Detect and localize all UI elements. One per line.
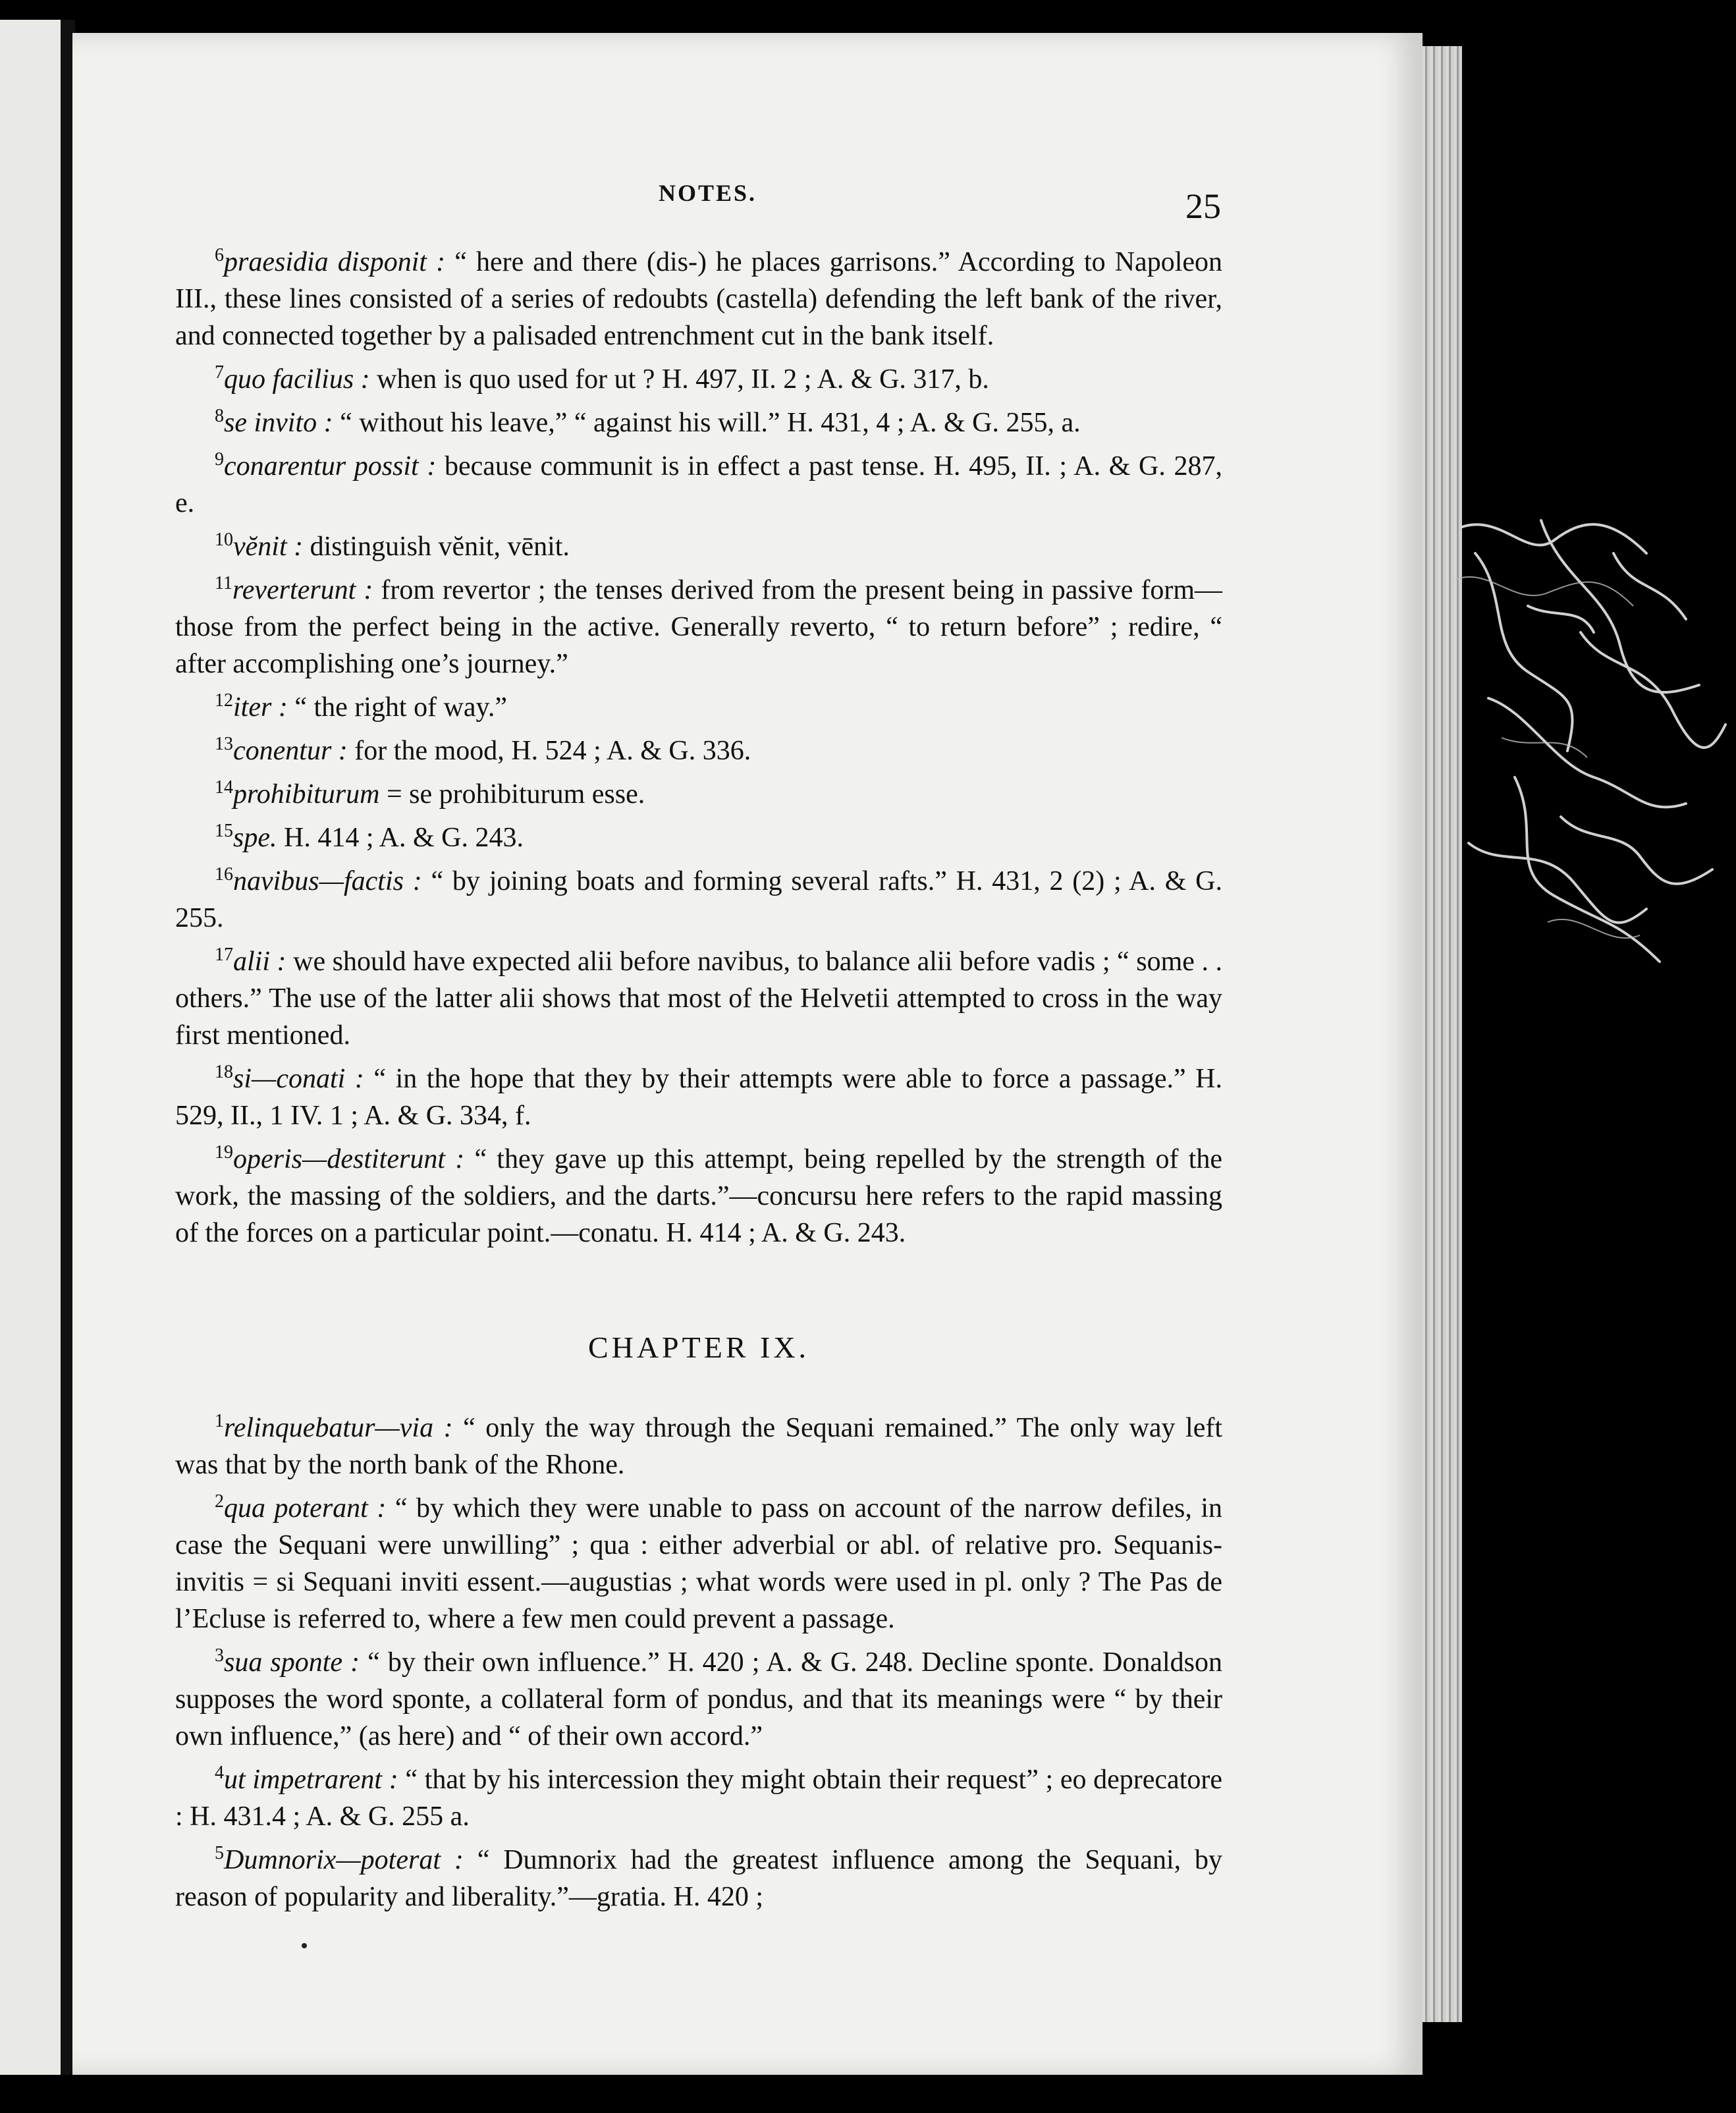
note-number: 9 (215, 449, 224, 470)
note-text: = se prohibiturum esse. (379, 779, 645, 810)
note-lemma: praesidia disponit : (224, 247, 446, 277)
note-text: “ only the way through the Sequani remained.” The only way left was that by the north bank of the Rhone. (175, 1413, 1223, 1480)
note (175, 448, 1222, 522)
note-text: “ by joining boats and forming several rafts.” H. 431, 2 (2) ; A. & G. 255. (175, 866, 1222, 933)
note (175, 1490, 1222, 1637)
note-lemma: vĕnit : (233, 532, 304, 562)
note-lemma: prohibiturum (233, 779, 380, 810)
note-number: 19 (215, 1142, 233, 1163)
note-lemma: alii : (233, 947, 286, 977)
note-number: 7 (215, 362, 224, 383)
note-lemma: conarentur possit : (224, 451, 437, 481)
note-lemma: spe. (233, 823, 277, 853)
note-lemma: sua sponte : (224, 1647, 360, 1678)
note-text: for the mood, H. 524 ; A. & G. 336. (347, 736, 751, 766)
note-text: “ the right of way.” (287, 692, 507, 723)
note-lemma: se invito : (224, 408, 333, 438)
chapter-heading: CHAPTER IX. (587, 1331, 810, 1364)
note-lemma: si—conati : (233, 1064, 364, 1094)
note-number: 13 (215, 734, 233, 754)
note (175, 776, 1222, 813)
note-number: 10 (215, 530, 233, 550)
page-number: 25 (1185, 186, 1221, 226)
note (175, 732, 1222, 769)
note-lemma: ut impetrarent : (224, 1765, 398, 1795)
notes-body (175, 244, 1222, 1922)
note (175, 863, 1222, 937)
note-lemma: operis—destiterunt : (233, 1144, 465, 1174)
note-text: “ by which they were unable to pass on account of the narrow defiles, in case the Sequani were unwilling” ; qua : either adverbial or abl. of relative pro. Sequanis-invitis = si Sequani inviti essent.—augustias ; what words were used in pl. only ? The Pas de l’Ecluse is referred to, where a few men could prevent a passage. (175, 1493, 1223, 1634)
ink-speck (302, 1943, 307, 1948)
note-number: 3 (215, 1645, 224, 1666)
chapter-9-notes (175, 1410, 1222, 1915)
note-lemma: reverterunt : (232, 575, 373, 605)
note-number: 8 (215, 406, 224, 426)
note (175, 1060, 1222, 1134)
note-text: “ here and there (dis-) he places garrisons.” According to Napoleon III., these lines consisted of a series of redoubts (castella) defending the left bank of the river, and connected together by a palisaded entrenchment cut in the bank itself. (175, 247, 1222, 351)
note-number: 5 (215, 1843, 224, 1863)
note-number: 4 (215, 1763, 224, 1783)
note (175, 819, 1222, 856)
note-lemma: conentur : (233, 736, 348, 766)
note-lemma: relinquebatur—via : (224, 1413, 453, 1443)
note-text: “ they gave up this attempt, being repelled by the strength of the work, the massing of the soldiers, and the darts.”—concursu here refers to the rapid massing of the forces on a particular point.—conatu. H. 414 ; A. & G. 243. (175, 1144, 1223, 1248)
note (175, 1842, 1222, 1915)
note (175, 943, 1222, 1054)
note-number: 16 (215, 864, 233, 885)
page-edges (1423, 46, 1462, 2022)
note-text: “ that by his intercession they might obtain their request” ; eo deprecatore : H. 431.4 ; A. & G. 255 a. (175, 1765, 1222, 1832)
note (175, 528, 1222, 565)
note-number: 11 (215, 573, 232, 593)
note-text: because communit is in effect a past tense. H. 495, II. ; A. & G. 287, e. (175, 451, 1222, 518)
note (175, 572, 1222, 682)
note-number: 1 (215, 1411, 224, 1431)
note-text: we should have expected alii before navibus, to balance alii before vadis ; “ some . . others.” The use of the latter alii shows that most of the Helvetii attempted to cross in the way first mentioned. (175, 947, 1223, 1051)
note-text: H. 414 ; A. & G. 243. (277, 823, 524, 853)
running-head: NOTES. (659, 180, 757, 206)
note-lemma: iter : (233, 692, 288, 723)
note (175, 1761, 1222, 1835)
note-number: 2 (215, 1491, 224, 1512)
note (175, 244, 1222, 354)
note-lemma: quo facilius : (224, 364, 370, 395)
facing-page-edge (0, 20, 65, 2075)
note (175, 1644, 1222, 1755)
note-lemma: qua poterant : (224, 1493, 387, 1523)
note-text: “ without his leave,” “ against his will.” H. 431, 4 ; A. & G. 255, a. (333, 408, 1081, 438)
note-text: from revertor ; the tenses derived from the present being in passive form—those from the perfect being in the active. Generally reverto, “ to return before” ; redire, “ after accomplishing one’s journey.” (175, 575, 1222, 679)
note (175, 404, 1222, 441)
note-lemma: Dumnorix—poterat : (224, 1845, 464, 1875)
note-text: “ by their own influence.” H. 420 ; A. & G. 248. Decline sponte. Donaldson supposes the word sponte, a collateral form of pondus, and that its meanings were “ by their own influence,” (as here) and “ of their own accord.” (175, 1647, 1223, 1751)
note-number: 14 (215, 777, 233, 798)
note (175, 361, 1222, 398)
note-text: “ Dumnorix had the greatest influence among the Sequani, by reason of popularity and liberality.”—gratia. H. 420 ; (175, 1845, 1222, 1912)
note-text: when is quo used for ut ? H. 497, II. 2 ; A. & G. 317, b. (369, 364, 989, 395)
note-text: distinguish vĕnit, vēnit. (303, 532, 570, 562)
note-number: 6 (215, 245, 224, 265)
chapter-8-notes (175, 244, 1222, 1251)
note-number: 17 (215, 945, 233, 965)
note-number: 12 (215, 690, 233, 711)
note-number: 15 (215, 821, 233, 841)
paper-fiber-debris (1449, 501, 1736, 1001)
note-text: “ in the hope that they by their attempts were able to force a passage.” H. 529, II., 1 IV. 1 ; A. & G. 334, f. (175, 1064, 1223, 1131)
note-lemma: navibus—factis : (233, 866, 422, 896)
note (175, 1141, 1222, 1251)
note (175, 1410, 1222, 1483)
note (175, 689, 1222, 726)
note-number: 18 (215, 1062, 233, 1082)
